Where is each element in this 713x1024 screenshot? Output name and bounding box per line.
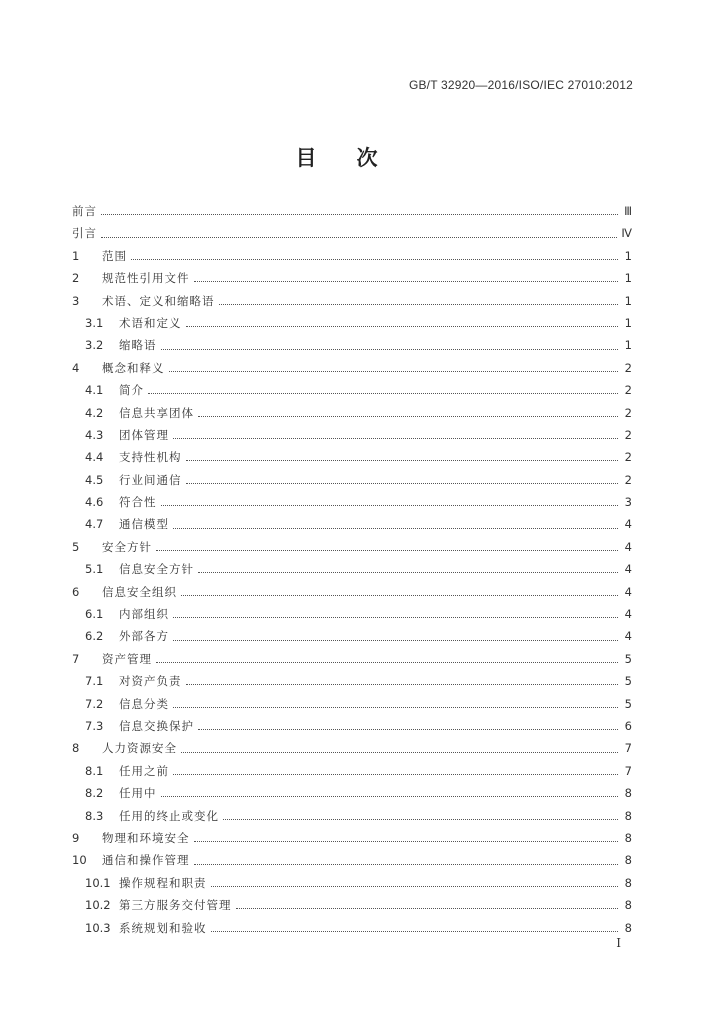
toc-entry-title: 符合性	[119, 495, 157, 510]
toc-entry-title: 外部各方	[119, 629, 169, 644]
dot-leader	[161, 348, 619, 350]
toc-entry[interactable]	[72, 894, 632, 916]
toc-entry[interactable]	[72, 603, 632, 625]
toc-entry-title: 信息分类	[119, 696, 169, 711]
toc-entry-number: 7.2	[85, 696, 104, 711]
dot-leader	[186, 683, 619, 685]
toc-entry-page: 5	[624, 696, 632, 711]
toc-entry-page: 8	[624, 875, 632, 890]
dot-leader	[186, 482, 619, 484]
dot-leader	[173, 437, 618, 439]
toc-entry-number: 4.3	[85, 427, 104, 442]
toc-entry[interactable]	[72, 200, 632, 222]
toc-entry[interactable]	[72, 402, 632, 424]
dot-leader	[219, 303, 619, 305]
toc-entry-page: 8	[624, 830, 632, 845]
toc-entry-number: 4.7	[85, 517, 104, 532]
dot-leader	[211, 930, 619, 932]
toc-entry-number: 2	[72, 271, 80, 286]
toc-entry-page: 3	[624, 495, 632, 510]
dot-leader	[194, 863, 619, 865]
dot-leader	[186, 459, 619, 461]
toc-entry[interactable]	[72, 558, 632, 580]
toc-entry[interactable]	[72, 782, 632, 804]
toc-entry-title: 资产管理	[102, 651, 152, 666]
toc-entry-number: 4.4	[85, 450, 104, 465]
toc-entry-number: 5	[72, 539, 80, 554]
toc-entry[interactable]	[72, 334, 632, 356]
toc-entry[interactable]	[72, 491, 632, 513]
page-title: 目次	[295, 146, 418, 170]
toc-entry-title: 术语和定义	[119, 315, 182, 330]
toc-entry-page: 2	[624, 383, 632, 398]
toc-entry-number: 10	[72, 853, 87, 868]
toc-entry[interactable]	[72, 760, 632, 782]
toc-entry-title: 任用之前	[119, 763, 169, 778]
toc-entry-number: 1	[72, 248, 80, 263]
toc-entry-page: 7	[624, 741, 632, 756]
toc-entry-page: 8	[624, 920, 632, 935]
toc-entry-title: 内部组织	[119, 607, 169, 622]
toc-entry-page: 2	[624, 472, 632, 487]
toc-entry-title: 缩略语	[119, 338, 157, 353]
toc-entry-title: 术语、定义和缩略语	[102, 293, 215, 308]
dot-leader	[194, 280, 619, 282]
toc-entry-page: 5	[624, 674, 632, 689]
dot-leader	[198, 728, 618, 730]
toc-entry-number: 4.5	[85, 472, 104, 487]
toc-entry-page: 4	[624, 562, 632, 577]
toc-entry-page: 4	[624, 607, 632, 622]
toc-entry[interactable]	[72, 872, 632, 894]
toc-entry-number: 10.1	[85, 875, 111, 890]
toc-entry[interactable]	[72, 290, 632, 312]
dot-leader	[181, 751, 618, 753]
toc-entry-page: 1	[624, 338, 632, 353]
toc-entry-page: 8	[624, 786, 632, 801]
toc-entry-number: 4	[72, 360, 80, 375]
toc-entry-page: 4	[624, 517, 632, 532]
dot-leader	[186, 325, 619, 327]
dot-leader	[181, 594, 618, 596]
toc-entry[interactable]	[72, 424, 632, 446]
toc-entry-title: 通信和操作管理	[102, 853, 190, 868]
toc-entry[interactable]	[72, 648, 632, 670]
toc-entry-page: 5	[624, 651, 632, 666]
toc-entry-number: 10.3	[85, 920, 111, 935]
toc-entry-title: 对资产负责	[119, 674, 182, 689]
toc-entry-title: 第三方服务交付管理	[119, 898, 232, 913]
toc-entry-number: 4.2	[85, 405, 104, 420]
dot-leader	[173, 706, 618, 708]
dot-leader	[156, 661, 618, 663]
toc-entry-title: 概念和释义	[102, 360, 165, 375]
dot-leader	[198, 415, 618, 417]
dot-leader	[173, 527, 618, 529]
toc-entry-page: 4	[624, 539, 632, 554]
toc-entry-title: 信息安全组织	[102, 584, 177, 599]
dot-leader	[131, 258, 618, 260]
toc-entry-page: 2	[624, 360, 632, 375]
toc-entry-page: 7	[624, 763, 632, 778]
toc-entry-number: 4.1	[85, 383, 104, 398]
toc-entry-title: 通信模型	[119, 517, 169, 532]
toc-entry[interactable]	[72, 625, 632, 647]
toc-entry[interactable]	[72, 357, 632, 379]
toc-entry-page: 8	[624, 853, 632, 868]
dot-leader	[169, 370, 619, 372]
toc-entry-title: 信息安全方针	[119, 562, 194, 577]
toc-entry-number: 6.1	[85, 607, 104, 622]
toc-entry-title: 范围	[102, 248, 127, 263]
toc-entry[interactable]	[72, 245, 632, 267]
toc-entry-page: 1	[624, 315, 632, 330]
toc-entry-page: Ⅳ	[621, 226, 632, 241]
toc-entry-number: 8.3	[85, 808, 104, 823]
toc-entry[interactable]	[72, 737, 632, 759]
toc-entry-title: 任用的终止或变化	[119, 808, 219, 823]
toc-entry-number: 3	[72, 293, 80, 308]
dot-leader	[173, 616, 618, 618]
toc-entry-page: 2	[624, 427, 632, 442]
toc-entry-title: 规范性引用文件	[102, 271, 190, 286]
table-of-contents	[72, 200, 632, 939]
toc-entry[interactable]	[72, 446, 632, 468]
dot-leader	[101, 236, 617, 238]
toc-entry[interactable]	[72, 917, 632, 939]
toc-entry-number: 3.2	[85, 338, 104, 353]
toc-entry[interactable]	[72, 693, 632, 715]
toc-entry-title: 行业间通信	[119, 472, 182, 487]
toc-entry-number: 7.3	[85, 718, 104, 733]
dot-leader	[101, 213, 618, 215]
dot-leader	[148, 392, 618, 394]
toc-entry-page: 4	[624, 629, 632, 644]
toc-entry-number: 8	[72, 741, 80, 756]
dot-leader	[156, 549, 618, 551]
toc-entry[interactable]	[72, 379, 632, 401]
toc-entry-page: 2	[624, 450, 632, 465]
dot-leader	[161, 795, 619, 797]
toc-entry-number: 7	[72, 651, 80, 666]
toc-entry-page: 1	[624, 271, 632, 286]
dot-leader	[198, 571, 618, 573]
toc-entry-title: 信息交换保护	[119, 718, 194, 733]
toc-entry-title: 物理和环境安全	[102, 830, 190, 845]
toc-entry-title: 支持性机构	[119, 450, 182, 465]
toc-entry-title: 系统规划和验收	[119, 920, 207, 935]
toc-entry-title: 安全方针	[102, 539, 152, 554]
dot-leader	[211, 885, 619, 887]
toc-entry-page: 8	[624, 808, 632, 823]
toc-entry-number: 7.1	[85, 674, 104, 689]
toc-entry-number: 5.1	[85, 562, 104, 577]
toc-entry-title: 引言	[72, 226, 97, 241]
toc-entry-number: 6.2	[85, 629, 104, 644]
toc-entry[interactable]	[72, 805, 632, 827]
page-number: I	[616, 936, 621, 950]
toc-entry-number: 6	[72, 584, 80, 599]
dot-leader	[223, 818, 618, 820]
dot-leader	[194, 840, 619, 842]
toc-entry-number: 8.2	[85, 786, 104, 801]
dot-leader	[236, 907, 619, 909]
toc-entry[interactable]	[72, 267, 632, 289]
toc-entry[interactable]	[72, 312, 632, 334]
toc-entry-page: 8	[624, 898, 632, 913]
toc-entry-number: 9	[72, 830, 80, 845]
toc-entry[interactable]	[72, 469, 632, 491]
toc-entry-title: 任用中	[119, 786, 157, 801]
toc-entry-title: 简介	[119, 383, 144, 398]
toc-entry[interactable]	[72, 827, 632, 849]
toc-entry-title: 操作规程和职责	[119, 875, 207, 890]
toc-entry[interactable]	[72, 536, 632, 558]
toc-entry[interactable]	[72, 581, 632, 603]
toc-entry-number: 10.2	[85, 898, 111, 913]
toc-entry[interactable]	[72, 849, 632, 871]
toc-entry-title: 团体管理	[119, 427, 169, 442]
toc-entry-page: 1	[624, 293, 632, 308]
dot-leader	[173, 773, 618, 775]
toc-entry-title: 信息共享团体	[119, 405, 194, 420]
toc-entry-number: 4.6	[85, 495, 104, 510]
toc-entry-page: 4	[624, 584, 632, 599]
toc-entry-title: 前言	[72, 204, 97, 218]
toc-entry[interactable]	[72, 513, 632, 535]
toc-entry[interactable]	[72, 222, 632, 244]
dot-leader	[161, 504, 619, 506]
toc-entry-number: 3.1	[85, 315, 104, 330]
toc-entry-number: 8.1	[85, 763, 104, 778]
toc-entry[interactable]	[72, 670, 632, 692]
toc-entry-page: 1	[624, 248, 632, 263]
toc-entry-page: 2	[624, 405, 632, 420]
toc-entry-page: Ⅲ	[624, 204, 632, 218]
toc-entry-title: 人力资源安全	[102, 741, 177, 756]
dot-leader	[173, 639, 618, 641]
toc-entry[interactable]	[72, 715, 632, 737]
toc-entry-page: 6	[624, 718, 632, 733]
standard-code: GB/T 32920—2016/ISO/IEC 27010:2012	[408, 78, 633, 92]
